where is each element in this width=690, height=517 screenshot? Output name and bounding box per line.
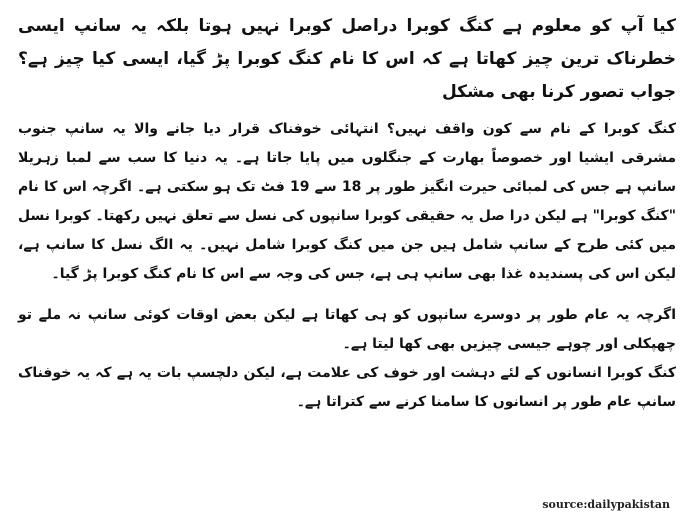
- paragraph-gap: [18, 289, 676, 301]
- source-credit: source:dailypakistan: [542, 498, 670, 511]
- article-paragraph-2: اگرچہ یہ عام طور پر دوسرے سانپوں کو ہی کھاتا ہے لیکن بعض اوقات کوئی سانپ نہ ملے تو چھپکلی اور چوہے جیسی چیزیں بھی کھا لیتا ہے۔: [18, 307, 676, 352]
- article-paragraph-1: کنگ کوبرا کے نام سے کون واقف نہیں؟ انتہائی خوفناک قرار دیا جانے والا یہ سانپ جنوب مشرقی ایشیا اور خصوصاً بھارت کے جنگلوں میں پایا جاتا ہے۔ یہ دنیا کا سب سے لمبا زہریلا سانپ ہے جس کی لمبائی حیرت انگیز طور پر 18 سے 19 فٹ تک ہو سکتی ہے۔ اگرچہ اس کا نام "کنگ کوبرا" ہے لیکن درا صل یہ حقیقی کوبرا سانپوں کی نسل سے تعلق نہیں رکھتا۔ کوبرا نسل میں کئی طرح کے سانپ شامل ہیں جن میں کنگ کوبرا شامل نہیں۔ یہ الگ نسل کا سانپ ہے، لیکن اس کی پسندیدہ غذا بھی سانپ ہی ہے، جس کی وجہ سے اس کا نام کنگ کوبرا پڑ گیا۔: [18, 121, 677, 282]
- article-paragraph-3: کنگ کوبرا انسانوں کے لئے دہشت اور خوف کی علامت ہے، لیکن دلچسپ بات یہ ہے کہ یہ خوفناک سانپ عام طور پر انسانوں کا سامنا کرنے سے کتراتا ہے۔: [18, 365, 676, 410]
- article-headline: کیا آپ کو معلوم ہے کنگ کوبرا دراصل کوبرا نہیں ہوتا بلکہ یہ سانپ ایسی خطرناک ترین چیز کھاتا ہے کہ اس کا نام کنگ کوبرا پڑ گیا، ایسی کیا چیز ہے؟ جواب تصور کرنا بھی مشکل: [18, 16, 676, 102]
- article: [18, 10, 676, 417]
